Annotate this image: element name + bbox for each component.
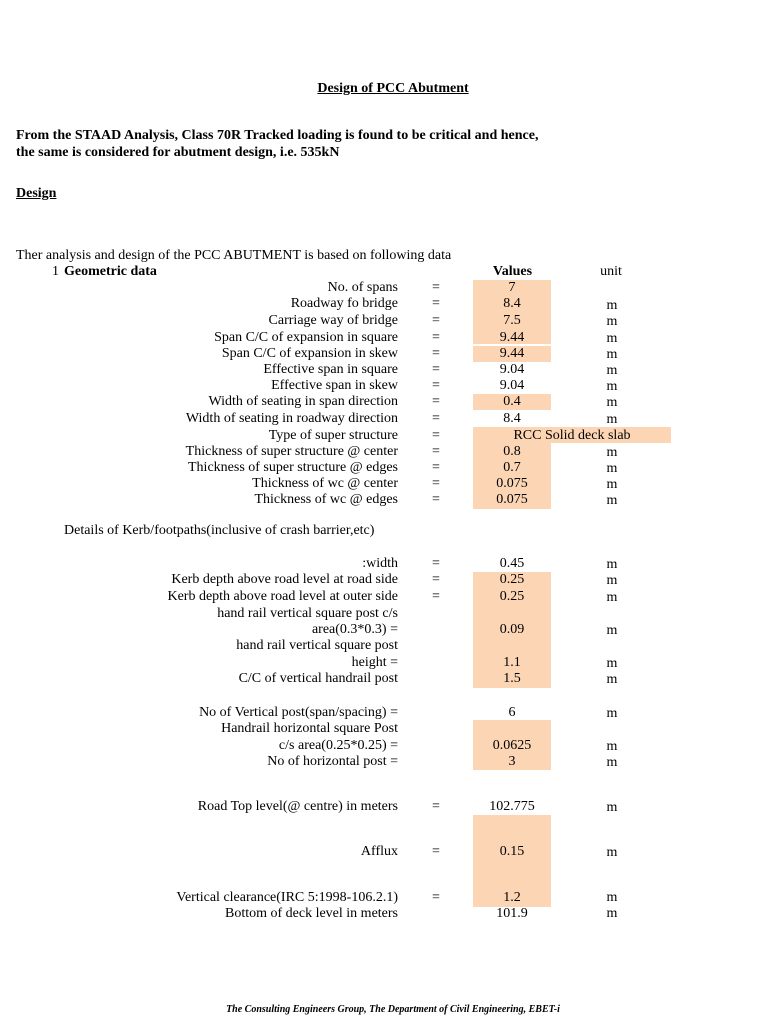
row-value: 1.1 [503, 655, 521, 670]
row-label: Thickness of super structure @ edges [188, 460, 398, 475]
row-label: Afflux [360, 844, 398, 859]
row-unit: m [606, 573, 618, 588]
row-value: 1.2 [503, 890, 521, 905]
row-label: Effective span in square [263, 362, 398, 377]
row-equals: = [432, 394, 440, 409]
row-value: 0.15 [499, 844, 525, 859]
row-label: No of Vertical post(span/spacing) = [199, 705, 398, 720]
row-label: Vertical clearance(IRC 5:1998-106.2.1) [176, 890, 398, 905]
row-label: height = [351, 655, 398, 670]
row-unit: m [606, 656, 618, 671]
row-value: 8.4 [503, 296, 521, 311]
kerb-heading: Details of Kerb/footpaths(inclusive of crash barrier,etc) [64, 523, 375, 538]
row-equals: = [432, 890, 440, 905]
row-value: 101.9 [496, 906, 528, 921]
row-value: 8.4 [503, 411, 521, 426]
row-label: C/C of vertical handrail post [238, 671, 398, 686]
row-unit: m [606, 590, 618, 605]
row-label: Thickness of super structure @ center [185, 444, 398, 459]
row-equals: = [432, 460, 440, 475]
row-value: 0.09 [499, 622, 525, 637]
row-value: 0.075 [496, 476, 528, 491]
page-footer: The Consulting Engineers Group, The Department of Civil Engineering, EBET-i [226, 1004, 560, 1015]
row-label: No. of spans [327, 280, 398, 295]
row-value: 7.5 [503, 313, 521, 328]
row-label: Road Top level(@ centre) in meters [197, 799, 398, 814]
row-unit: m [606, 623, 618, 638]
row-equals: = [432, 556, 440, 571]
row-equals: = [432, 296, 440, 311]
row-unit: m [606, 845, 618, 860]
row-equals: = [432, 330, 440, 345]
design-heading: Design [16, 186, 57, 201]
row-unit: m [606, 461, 618, 476]
page-title: Design of PCC Abutment [317, 81, 469, 96]
row-label: hand rail vertical square post c/s [217, 606, 398, 621]
row-value: 9.44 [473, 346, 551, 362]
row-unit: m [606, 890, 618, 905]
row-unit: m [606, 395, 618, 410]
row-label: Kerb depth above road level at road side [171, 572, 398, 587]
row-value: 0.45 [499, 556, 525, 571]
row-equals: = [432, 444, 440, 459]
row-value: 0.25 [499, 572, 525, 587]
row-equals: = [432, 589, 440, 604]
row-equals: = [432, 411, 440, 426]
values-header: Values [492, 264, 533, 279]
row-unit: m [606, 331, 618, 346]
row-value: 0.0625 [492, 738, 532, 753]
row-label: No of horizontal post = [267, 754, 398, 769]
row-value: 9.04 [499, 378, 525, 393]
row-unit: m [606, 906, 618, 921]
row-value: 0.4 [503, 394, 521, 409]
row-label: Span C/C of expansion in skew [221, 346, 398, 361]
row-label: Width of seating in roadway direction [185, 411, 398, 426]
section-number: 1 [52, 264, 59, 279]
row-value: 6 [508, 705, 516, 720]
row-label: Effective span in skew [271, 378, 398, 393]
row-equals: = [432, 492, 440, 507]
row-unit: m [606, 477, 618, 492]
row-label: c/s area(0.25*0.25) = [278, 738, 398, 753]
unit-header: unit [600, 264, 622, 279]
analysis-text: Ther analysis and design of the PCC ABUTMENT is based on following data [16, 248, 452, 263]
row-unit: m [606, 800, 618, 815]
row-label: Thickness of wc @ edges [254, 492, 398, 507]
row-equals: = [432, 799, 440, 814]
row-value: 102.775 [489, 799, 535, 814]
row-unit: m [606, 755, 618, 770]
row-equals: = [432, 280, 440, 295]
row-value: 9.44 [499, 330, 525, 345]
row-equals: = [432, 346, 440, 361]
row-value: 0.8 [503, 444, 521, 459]
row-unit: m [606, 314, 618, 329]
row-unit: m [606, 672, 618, 687]
row-label: Thickness of wc @ center [252, 476, 398, 491]
row-label: hand rail vertical square post [236, 638, 398, 653]
row-unit: m [606, 379, 618, 394]
super-structure-type-value: RCC Solid deck slab [513, 428, 631, 443]
row-unit: m [606, 347, 618, 362]
row-unit: m [606, 557, 618, 572]
row-unit: m [606, 445, 618, 460]
row-label: area(0.3*0.3) = [311, 622, 398, 637]
row-unit: m [606, 739, 618, 754]
row-label: Span C/C of expansion in square [214, 330, 398, 345]
section-heading: Geometric data [64, 264, 157, 279]
row-unit: m [606, 412, 618, 427]
row-label: Roadway fo bridge [290, 296, 398, 311]
row-equals: = [432, 844, 440, 859]
row-value: 1.5 [503, 671, 521, 686]
row-value: 3 [508, 754, 516, 769]
row-label: Handrail horizontal square Post [221, 721, 398, 736]
row-label: Width of seating in span direction [208, 394, 398, 409]
row-label: :width [362, 556, 398, 571]
row-unit: m [606, 298, 618, 313]
row-label: Kerb depth above road level at outer side [167, 589, 398, 604]
row-unit: m [606, 363, 618, 378]
row-unit: m [606, 493, 618, 508]
row-value: 7 [508, 280, 516, 295]
intro-paragraph: From the STAAD Analysis, Class 70R Tracked loading is found to be critical and hence, the same is considered for abutment design, i.e. 535kN [16, 128, 539, 160]
row-equals: = [432, 362, 440, 377]
row-label: Bottom of deck level in meters [224, 906, 398, 921]
row-value: 0.075 [496, 492, 528, 507]
row-unit: m [606, 706, 618, 721]
row-value: 0.25 [499, 589, 525, 604]
row-label: Type of super structure [268, 428, 398, 443]
row-equals: = [432, 313, 440, 328]
row-value: 0.7 [503, 460, 521, 475]
row-equals: = [432, 378, 440, 393]
row-label: Carriage way of bridge [268, 313, 398, 328]
row-value: 9.04 [499, 362, 525, 377]
row-equals: = [432, 476, 440, 491]
row-equals: = [432, 572, 440, 587]
row-equals: = [432, 428, 440, 443]
